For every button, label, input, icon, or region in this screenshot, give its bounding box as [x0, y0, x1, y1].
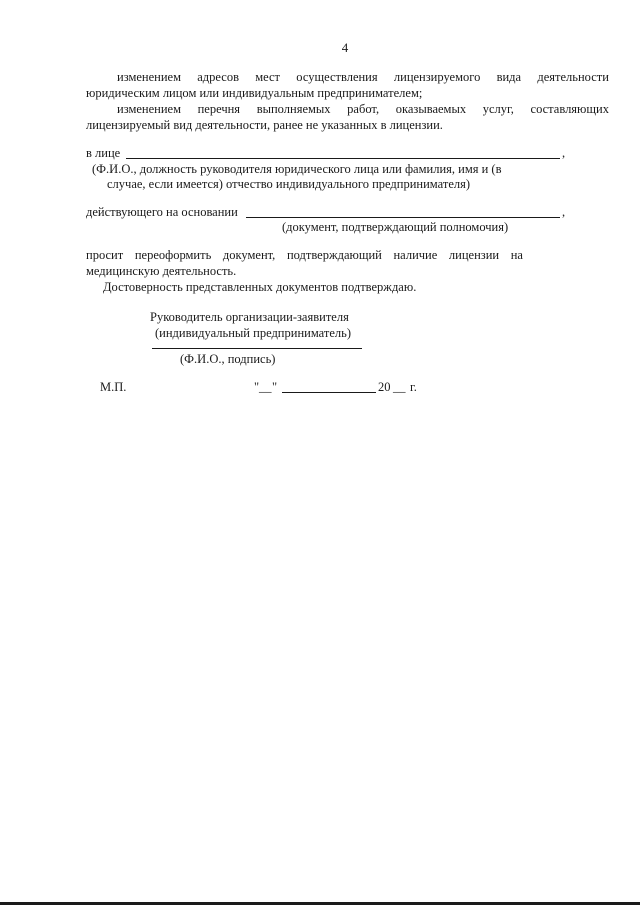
signature-caption: (Ф.И.О., подпись) — [180, 352, 276, 366]
change-list-line2: лицензируемый вид деятельности, ранее не указанных в лицензии. — [86, 118, 443, 132]
page-number: 4 — [341, 40, 349, 55]
stamp-label: М.П. — [100, 380, 127, 394]
word: наличие — [393, 248, 438, 262]
word: работ, — [347, 102, 380, 116]
word: составляющих — [530, 102, 609, 116]
signature-title-line2: (индивидуальный предприниматель) — [155, 326, 351, 340]
change-addresses-line2: юридическим лицом или индивидуальным предпринимателем; — [86, 86, 423, 100]
in-person-hint-line2: случае, если имеется) отчество индивидуального предпринимателя) — [107, 177, 471, 191]
date-close-quote: " — [272, 380, 278, 394]
signature-blank-line[interactable] — [152, 348, 362, 349]
year-prefix: 20 — [378, 380, 391, 394]
word: мест — [255, 70, 281, 84]
word: лицензируемого — [393, 70, 481, 84]
word: изменением — [117, 102, 181, 116]
basis-hint: (документ, подтверждающий полномочия) — [282, 220, 509, 234]
word: подтверждающий — [286, 248, 382, 262]
word: деятельности — [537, 70, 609, 84]
word: адресов — [197, 70, 239, 84]
word: оказываемых — [395, 102, 467, 116]
word: перечня — [197, 102, 241, 116]
change-list-line1 — [117, 102, 609, 117]
word: документ, — [222, 248, 276, 262]
in-person-hint-line1: (Ф.И.О., должность руководителя юридического лица или фамилия, имя и (в — [92, 162, 502, 176]
confirm-line: Достоверность представленных документов подтверждаю. — [103, 280, 417, 294]
request-line1 — [86, 248, 523, 263]
basis-comma: , — [562, 205, 566, 219]
word: переоформить — [134, 248, 212, 262]
word: услуг, — [482, 102, 514, 116]
basis-label: действующего на основании — [86, 205, 238, 219]
word: вида — [496, 70, 522, 84]
in-person-comma: , — [562, 146, 566, 160]
word: на — [510, 248, 523, 262]
word: выполняемых — [256, 102, 331, 116]
basis-blank-line[interactable] — [246, 217, 560, 218]
word: лицензии — [448, 248, 500, 262]
word: осуществления — [296, 70, 378, 84]
in-person-blank-line[interactable] — [126, 158, 560, 159]
year-blank[interactable]: __ — [393, 380, 406, 394]
word: изменением — [117, 70, 181, 84]
change-addresses-line1 — [117, 70, 609, 85]
word: просит — [86, 248, 124, 262]
in-person-label: в лице — [86, 146, 121, 160]
date-day-blank[interactable]: __ — [259, 380, 272, 394]
date-month-blank-line[interactable] — [282, 392, 376, 393]
request-line2: медицинскую деятельность. — [86, 264, 237, 278]
year-suffix: г. — [410, 380, 417, 394]
date-open-quote: " — [254, 380, 260, 394]
signature-title-line1: Руководитель организации-заявителя — [150, 310, 349, 324]
